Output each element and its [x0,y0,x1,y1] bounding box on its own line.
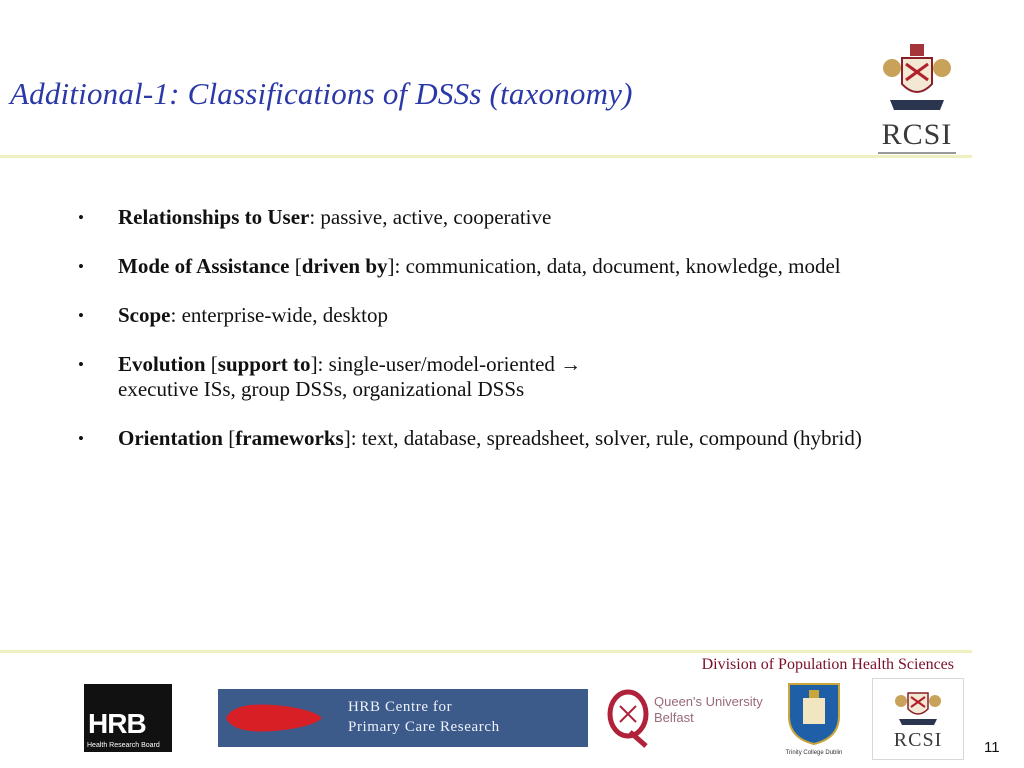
rcsi-footer-logo [872,678,964,760]
bullet-item [78,205,908,230]
hrb-logo [84,684,172,752]
slide-title: Additional-1: Classifications of DSSs (taxonomy) [10,76,633,111]
hrb-centre-line2: Primary Care Research [348,719,500,735]
bullet-item [78,303,908,328]
bullet-text: ]: text, database, spreadsheet, solver, rule, compound (hybrid) [343,426,862,450]
bullet-item [78,426,908,451]
bullet-term: support to [217,352,311,376]
rcsi-logo [872,40,962,155]
red-swoosh-icon [224,698,324,738]
hrb-logo-subtext: Health Research Board [87,742,160,749]
bullet-item [78,254,908,279]
qub-q-icon [606,688,652,748]
bullet-term: Relationships to User [118,205,310,229]
hrb-centre-line1: HRB Centre for [348,699,453,715]
bullet-text: ]: single-user/model-oriented [310,352,561,376]
right-arrow-icon: → [560,352,582,376]
bullet-icon: • [78,306,84,325]
bullet-list [78,205,908,475]
tcd-label: Trinity College Dublin [785,750,843,756]
hrb-logo-text: HRB [88,708,146,739]
rcsi-logo-underline [878,152,956,154]
qub-line1: Queen's University [654,694,763,709]
bullet-icon: • [78,257,84,276]
qub-line2: Belfast [654,710,694,725]
rcsi-logo-text: RCSI [881,118,953,151]
rcsi-crest-icon [880,40,954,118]
bullet-term: Mode of Assistance [118,254,290,278]
header-divider [0,155,972,158]
bullet-text: ]: communication, data, document, knowledge, model [387,254,841,278]
bullet-text: [ [223,426,236,450]
bullet-text: : enterprise-wide, desktop [170,303,389,327]
hrb-centre-logo [218,689,588,747]
tcd-logo [785,682,843,766]
tcd-shield-icon [787,682,841,746]
bullet-icon: • [78,429,84,448]
bullet-text: executive ISs, group DSSs, organizational DSSs [118,377,525,401]
bullet-icon: • [78,208,84,227]
bullet-term: Scope [118,303,171,327]
bullet-text: : passive, active, cooperative [309,205,552,229]
bullet-text: [ [205,352,218,376]
bullet-term: frameworks [235,426,344,450]
bullet-term: Orientation [118,426,223,450]
rcsi-footer-text: RCSI [893,729,943,751]
bullet-icon: • [78,355,84,374]
page-number: 11 [984,739,1000,756]
bullet-text: [ [289,254,302,278]
footer-divider [0,650,972,653]
bullet-term: driven by [301,254,388,278]
bullet-item [78,352,908,402]
qub-logo [606,688,766,748]
rcsi-crest-icon [893,683,943,729]
bullet-term: Evolution [118,352,206,376]
division-label: Division of Population Health Sciences [701,656,954,673]
